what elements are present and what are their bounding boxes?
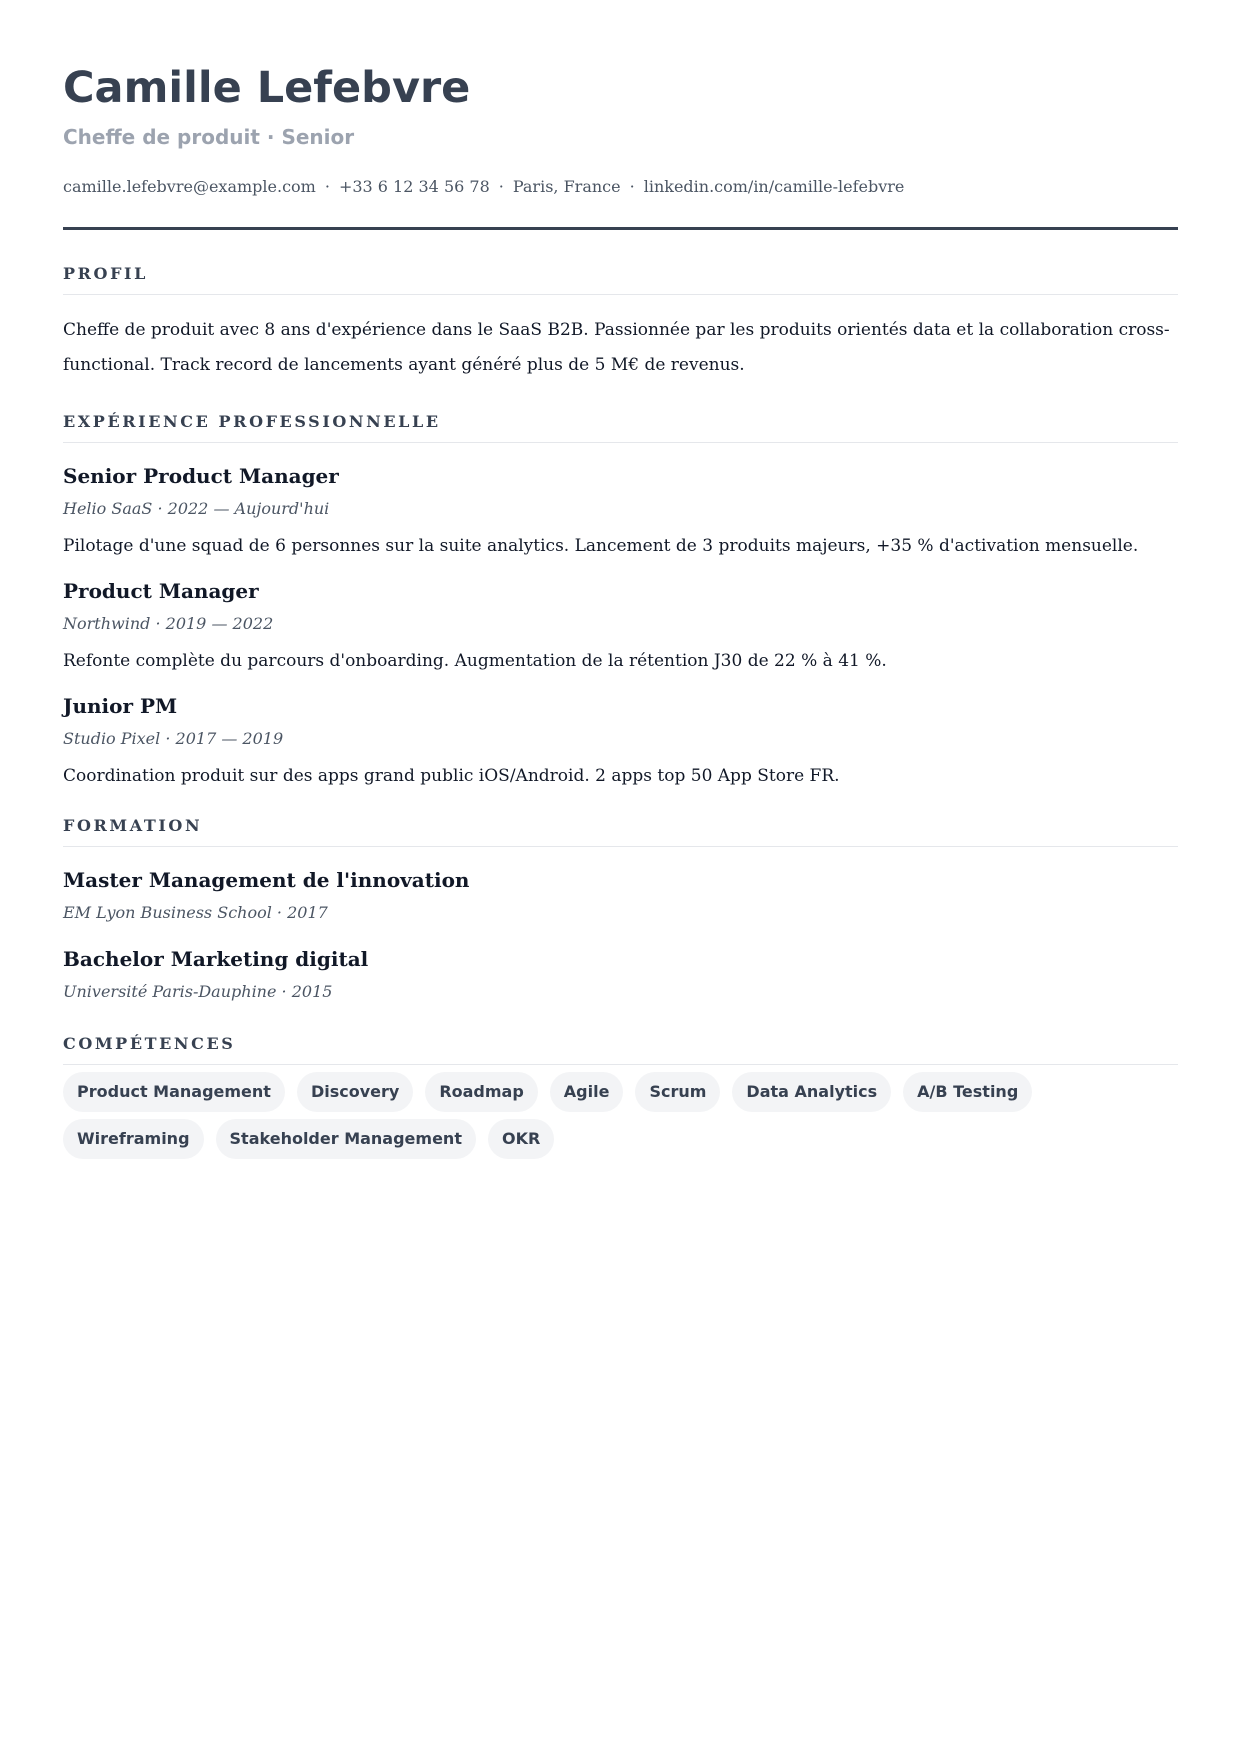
contact-line — [63, 176, 1178, 198]
header-divider — [63, 227, 1178, 230]
experience-role: Senior Product Manager — [63, 464, 339, 488]
skill-chip: Data Analytics — [732, 1072, 891, 1112]
skill-chip: OKR — [488, 1119, 554, 1159]
experience-description: Pilotage d'une squad de 6 personnes sur la suite analytics. Lancement de 3 produits majeurs, +35 % d'activation mensuelle. — [63, 536, 1139, 556]
section-title-profile: PROFIL — [63, 263, 1178, 295]
section-title-education: FORMATION — [63, 815, 1178, 847]
linkedin-link[interactable]: linkedin.com/in/camille-lefebvre — [643, 177, 905, 196]
education-meta: EM Lyon Business School · 2017 — [63, 903, 328, 922]
education-degree: Bachelor Marketing digital — [63, 947, 369, 971]
experience-item — [63, 692, 1178, 788]
skills-section — [63, 1033, 1178, 1159]
experience-section — [63, 411, 1178, 788]
experience-item — [63, 462, 1178, 558]
experience-role: Product Manager — [63, 579, 259, 603]
email-link[interactable]: camille.lefebvre@example.com — [63, 177, 316, 196]
skill-chip: Wireframing — [63, 1119, 204, 1159]
resume-header — [63, 62, 1178, 230]
skill-chip: Roadmap — [425, 1072, 537, 1112]
skill-chip: Scrum — [635, 1072, 720, 1112]
education-item — [63, 945, 1178, 1003]
skill-chip: Product Management — [63, 1072, 285, 1112]
profile-text: Cheffe de produit avec 8 ans d'expérience dans le SaaS B2B. Passionnée par les produits orientés data et la collaboration cross-functional. Track record de lancements ayant généré plus de 5 M€ de revenus. — [63, 320, 1170, 375]
skill-chip: A/B Testing — [903, 1072, 1032, 1112]
education-list — [63, 866, 1178, 1003]
education-section — [63, 815, 1178, 1003]
section-title-experience: EXPÉRIENCE PROFESSIONNELLE — [63, 411, 1178, 443]
experience-item — [63, 577, 1178, 673]
experience-role: Junior PM — [63, 694, 178, 718]
job-title: Cheffe de produit · Senior — [63, 125, 355, 149]
experience-meta: Studio Pixel · 2017 — 2019 — [63, 729, 284, 748]
experience-meta: Helio SaaS · 2022 — Aujourd'hui — [63, 499, 330, 518]
skill-chip: Stakeholder Management — [216, 1119, 476, 1159]
skill-chip: Agile — [550, 1072, 624, 1112]
experience-meta: Northwind · 2019 — 2022 — [63, 614, 274, 633]
education-degree: Master Management de l'innovation — [63, 868, 470, 892]
experience-list — [63, 462, 1178, 788]
education-item — [63, 866, 1178, 924]
education-meta: Université Paris-Dauphine · 2015 — [63, 982, 333, 1001]
contact-separator: · — [498, 177, 504, 196]
profile-section — [63, 263, 1178, 383]
skill-chip: Discovery — [297, 1072, 413, 1112]
experience-description: Coordination produit sur des apps grand public iOS/Android. 2 apps top 50 App Store FR. — [63, 766, 840, 786]
contact-separator: · — [324, 177, 330, 196]
location: Paris, France — [512, 177, 621, 196]
section-title-skills: COMPÉTENCES — [63, 1033, 1178, 1065]
candidate-name: Camille Lefebvre — [63, 63, 471, 113]
phone-number: +33 6 12 34 56 78 — [338, 177, 490, 196]
skills-list — [63, 1072, 1063, 1159]
contact-separator: · — [629, 177, 635, 196]
experience-description: Refonte complète du parcours d'onboarding. Augmentation de la rétention J30 de 22 % à 41 %. — [63, 651, 887, 671]
